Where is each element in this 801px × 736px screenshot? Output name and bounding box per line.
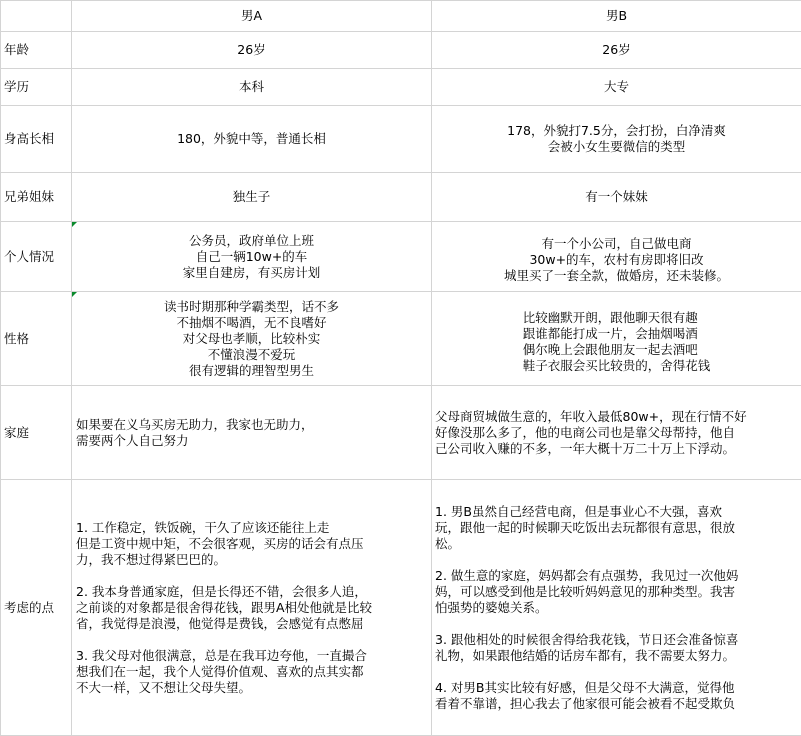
personal-a-line: 公务员，政府单位上班 (72, 233, 431, 249)
row-personal (1, 222, 801, 292)
personal-b-line: 城里买了一套全款，做婚房，还未装修。 (432, 268, 801, 284)
row-looks (1, 106, 801, 173)
character-a-line: 不抽烟不喝酒，无不良嗜好 (72, 315, 431, 331)
family-a-line: 如果要在义乌买房无助力，我家也无助力， (76, 417, 427, 433)
row-education (1, 69, 801, 106)
considerations-a-line: 力，我不想过得紧巴巴的。 (76, 552, 427, 568)
row-character (1, 292, 801, 386)
education-b[interactable]: 大专 (432, 69, 801, 106)
corner-cell[interactable] (1, 1, 72, 32)
character-a-line: 很有逻辑的理智型男生 (72, 363, 431, 379)
considerations-a-line: 1. 工作稳定，铁饭碗，干久了应该还能往上走 (76, 520, 427, 536)
considerations-a-line: 不大一样，又不想让父母失望。 (76, 680, 427, 696)
character-a-line: 对父母也孝顺，比较朴实 (72, 331, 431, 347)
looks-b[interactable] (432, 106, 801, 173)
considerations-b-line: 2. 做生意的家庭，妈妈都会有点强势，我见过一次他妈 (435, 568, 797, 584)
age-b[interactable]: 26岁 (432, 32, 801, 69)
label-siblings[interactable]: 兄弟姐妹 (1, 173, 72, 222)
considerations-a[interactable] (72, 480, 432, 736)
personal-b-line: 有一个小公司，自己做电商 (432, 236, 801, 252)
personal-a-line: 家里自建房，有买房计划 (72, 265, 431, 281)
character-a[interactable] (72, 292, 432, 386)
paragraph-gap (76, 568, 427, 584)
row-considerations (1, 480, 801, 736)
character-b-line: 比较幽默开朗，跟他聊天很有趣 (523, 310, 711, 326)
family-b-line: 父母商贸城做生意的，年收入最低80w+，现在行情不好 (435, 409, 797, 425)
paragraph-gap (435, 664, 797, 680)
looks-b-line: 会被小女生要微信的类型 (432, 139, 801, 155)
comment-marker-icon (72, 292, 77, 297)
considerations-b-line: 妈，可以感受到他是比较听妈妈意见的那种类型。我害 (435, 584, 797, 600)
considerations-b-line: 4. 对男B其实比较有好感，但是父母不大满意，觉得他 (435, 680, 797, 696)
looks-b-line: 178，外貌打7.5分，会打扮，白净清爽 (432, 123, 801, 139)
label-considerations[interactable]: 考虑的点 (1, 480, 72, 736)
considerations-b-line: 3. 跟他相处的时候很舍得给我花钱，节日还会准备惊喜 (435, 632, 797, 648)
considerations-a-line: 之前谈的对象都是很舍得花钱，跟男A相处他就是比较 (76, 600, 427, 616)
considerations-b-line: 松。 (435, 536, 797, 552)
family-b[interactable] (432, 386, 801, 480)
paragraph-gap (435, 552, 797, 568)
paragraph-gap (435, 616, 797, 632)
personal-a-line: 自己一辆10w+的车 (72, 249, 431, 265)
age-a[interactable]: 26岁 (72, 32, 432, 69)
considerations-a-line: 省，我觉得是浪漫，他觉得是费钱，会感觉有点憋屈 (76, 616, 427, 632)
label-family[interactable]: 家庭 (1, 386, 72, 480)
considerations-b-line: 看着不靠谱，担心我去了他家很可能会被看不起受欺负 (435, 696, 797, 712)
personal-b-line: 30w+的车，农村有房即将旧改 (432, 252, 801, 268)
considerations-b-line: 怕强势的婆媳关系。 (435, 600, 797, 616)
character-b-line: 偶尔晚上会跟他朋友一起去酒吧 (523, 342, 711, 358)
considerations-b-line: 1. 男B虽然自己经营电商，但是事业心不大强，喜欢 (435, 504, 797, 520)
personal-a[interactable] (72, 222, 432, 292)
considerations-a-line: 2. 我本身普通家庭，但是长得还不错，会很多人追， (76, 584, 427, 600)
family-a[interactable] (72, 386, 432, 480)
siblings-a[interactable]: 独生子 (72, 173, 432, 222)
label-looks[interactable]: 身高长相 (1, 106, 72, 173)
looks-a[interactable]: 180，外貌中等，普通长相 (72, 106, 432, 173)
personal-b[interactable] (432, 222, 801, 292)
label-personal[interactable]: 个人情况 (1, 222, 72, 292)
family-b-line: 己公司收入赚的不多，一年大概十万二十万上下浮动。 (435, 441, 797, 457)
label-age[interactable]: 年龄 (1, 32, 72, 69)
character-b-line: 跟谁都能打成一片，会抽烟喝酒 (523, 326, 711, 342)
considerations-b-line: 玩，跟他一起的时候聊天吃饭出去玩都很有意思，很放 (435, 520, 797, 536)
considerations-a-line: 但是工资中规中矩，不会很客观，买房的话会有点压 (76, 536, 427, 552)
character-b[interactable] (432, 292, 801, 386)
header-man-a[interactable]: 男A (72, 1, 432, 32)
paragraph-gap (76, 632, 427, 648)
row-siblings (1, 173, 801, 222)
family-b-line: 好像没那么多了，他的电商公司也是靠父母帮持，他自 (435, 425, 797, 441)
row-age (1, 32, 801, 69)
family-a-line: 需要两个人自己努力 (76, 433, 427, 449)
considerations-a-line: 想我们在一起，我个人觉得价值观、喜欢的点其实都 (76, 664, 427, 680)
header-row (1, 1, 801, 32)
comment-marker-icon (72, 222, 77, 227)
row-family (1, 386, 801, 480)
siblings-b[interactable]: 有一个妹妹 (432, 173, 801, 222)
header-man-b[interactable]: 男B (432, 1, 801, 32)
education-a[interactable]: 本科 (72, 69, 432, 106)
label-education[interactable]: 学历 (1, 69, 72, 106)
character-b-line: 鞋子衣服会买比较贵的，舍得花钱 (523, 358, 711, 374)
considerations-b[interactable] (432, 480, 801, 736)
label-character[interactable]: 性格 (1, 292, 72, 386)
considerations-b-line: 礼物，如果跟他结婚的话房车都有，我不需要太努力。 (435, 648, 797, 664)
considerations-a-line: 3. 我父母对他很满意，总是在我耳边夸他，一直撮合 (76, 648, 427, 664)
character-a-line: 读书时期那种学霸类型，话不多 (72, 299, 431, 315)
character-a-line: 不懂浪漫不爱玩 (72, 347, 431, 363)
